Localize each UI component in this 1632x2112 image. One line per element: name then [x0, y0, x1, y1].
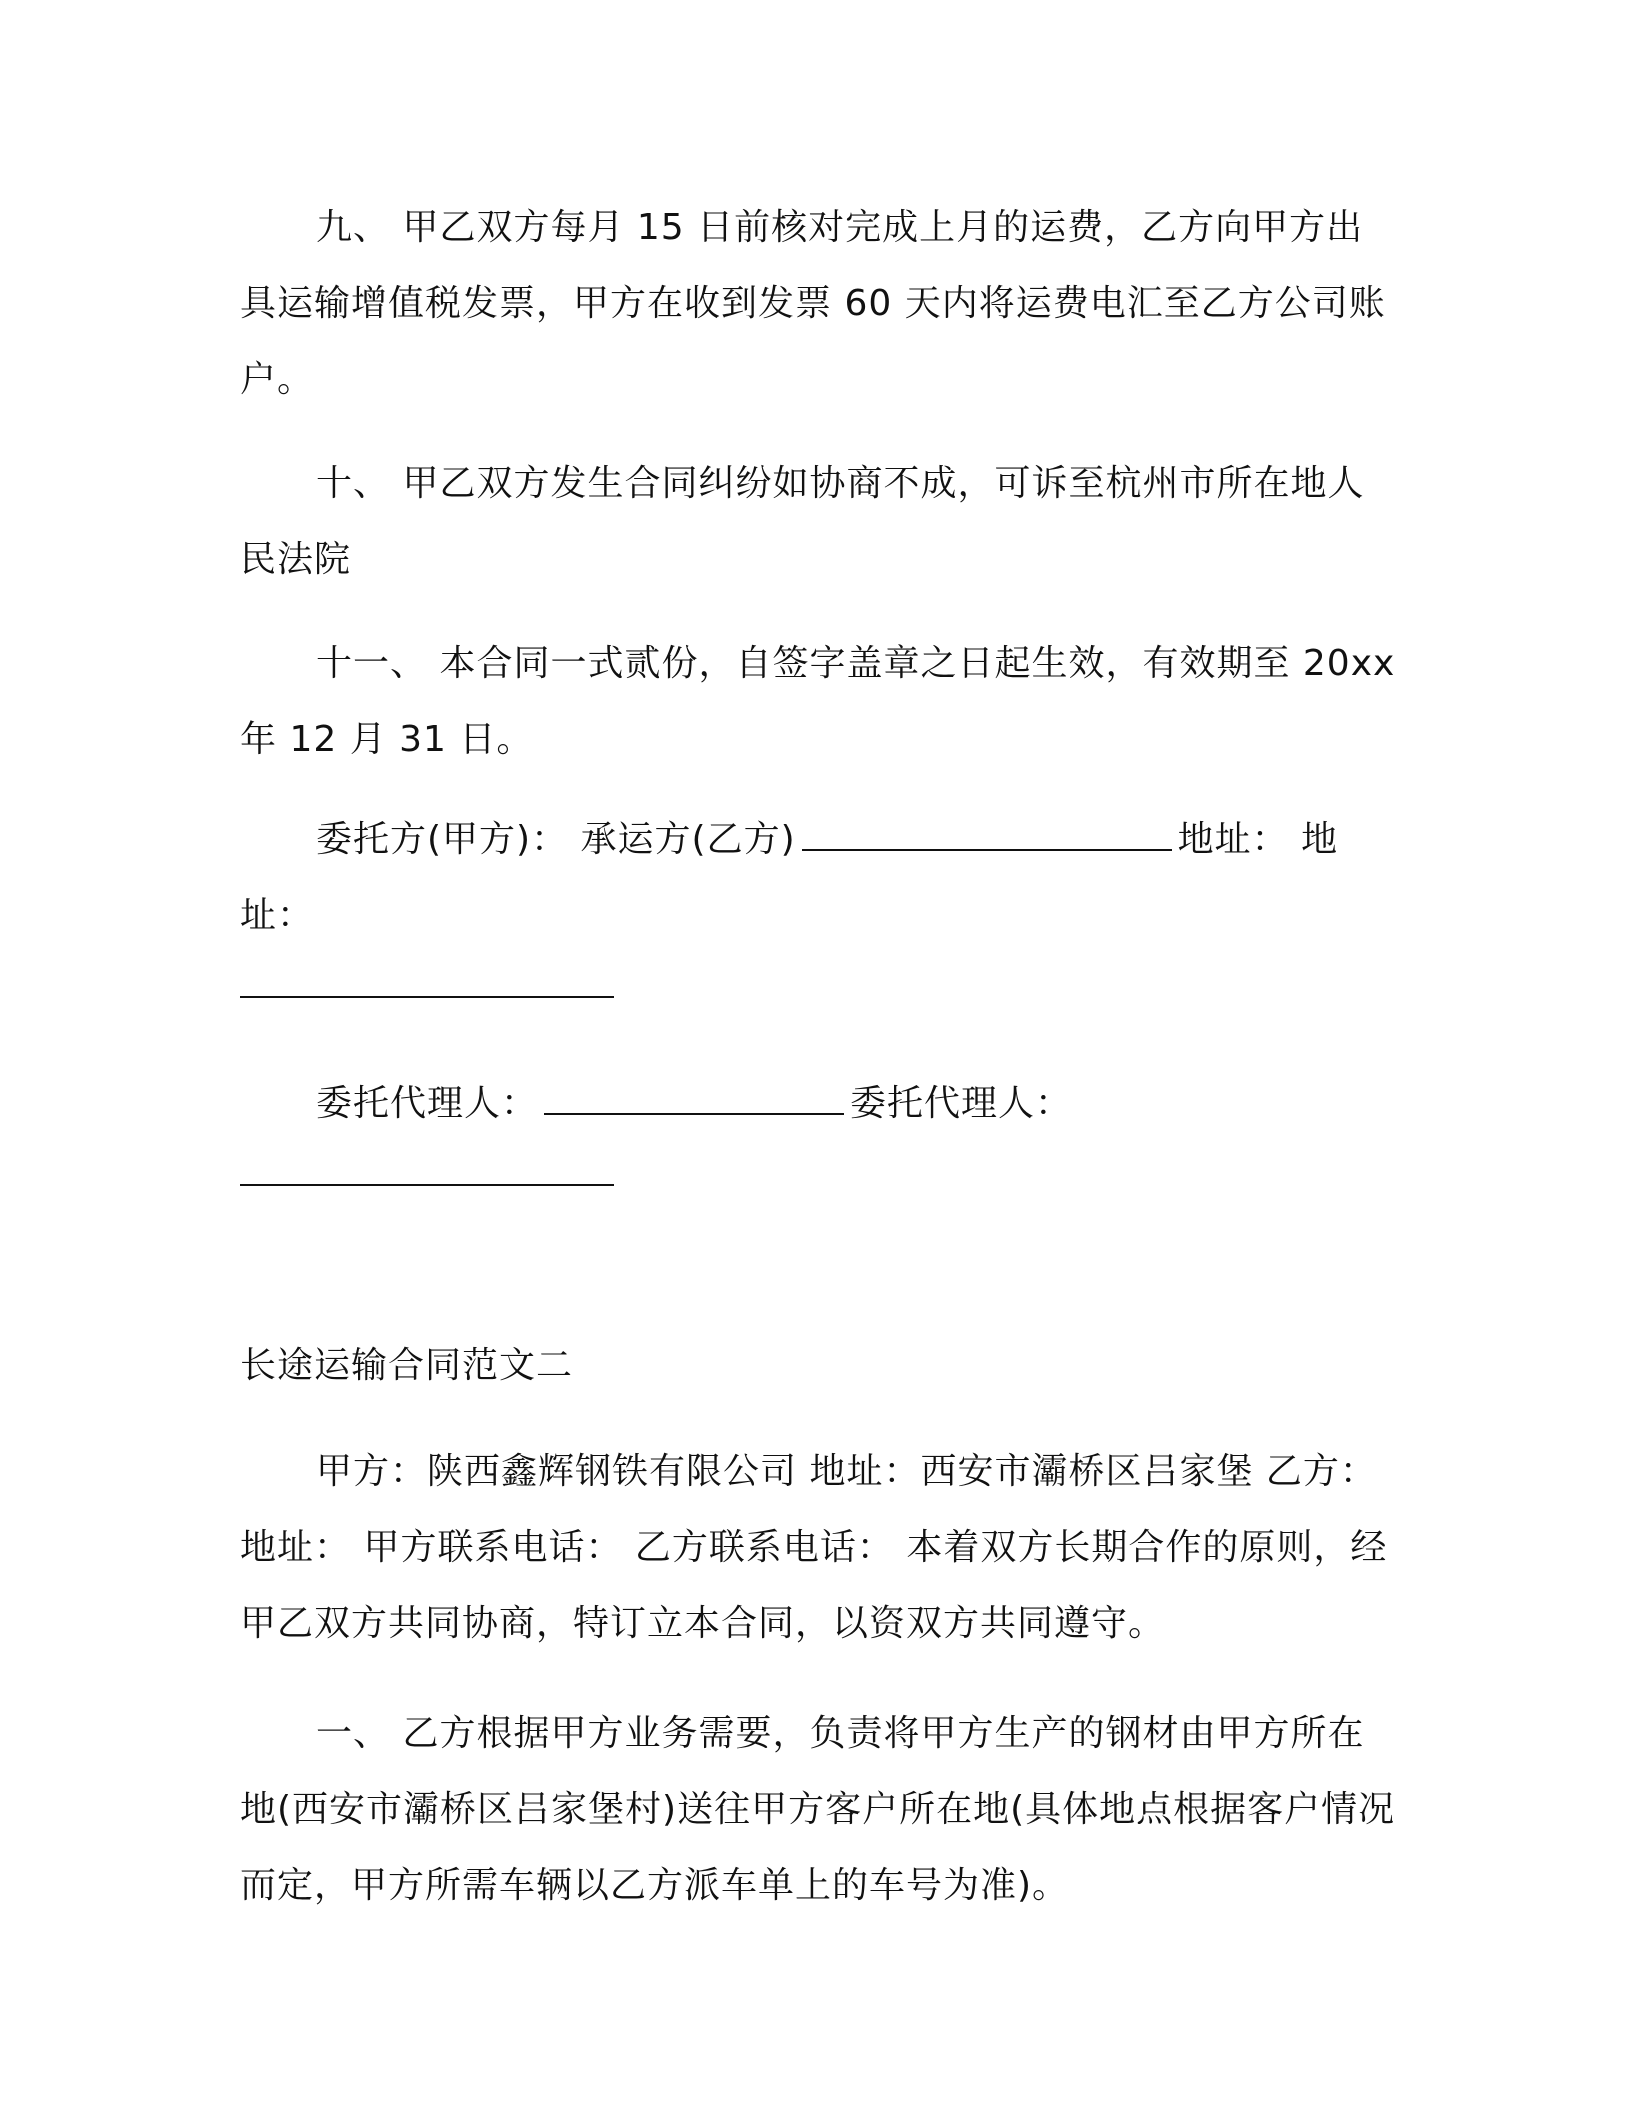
document-page: [240, 190, 1400, 1924]
clause-1: 一、 乙方根据甲方业务需要，负责将甲方生产的钢材由甲方所在地(西安市灞桥区吕家堡村)送往甲方客户所在地(具体地点根据客户情况而定，甲方所需车辆以乙方派车单上的车号为准)。: [240, 1713, 1396, 1906]
section-title: 长途运输合同范文二: [240, 1345, 574, 1386]
parties-paragraph: 甲方：陕西鑫辉钢铁有限公司 地址：西安市灞桥区吕家堡 乙方：地址： 甲方联系电话： 乙方联系电话： 本着双方长期合作的原则，经甲乙双方共同协商，特订立本合同，以资双方共同遵守。: [240, 1451, 1388, 1644]
clause-10: 十、 甲乙双方发生合同纠纷如协商不成，可诉至杭州市所在地人民法院: [240, 463, 1365, 580]
signature-row-2-label: 委托代理人：: [316, 1083, 539, 1124]
signature-blank: [802, 819, 1172, 851]
signature-row-1-label: 委托方(甲方)： 承运方(乙方): [316, 819, 796, 860]
signature-blank-row-2: [240, 1142, 1400, 1218]
signature-row-2-label-b: 委托代理人：: [850, 1083, 1073, 1124]
signature-blank-row-1: [240, 954, 1400, 1030]
clause-9: 九、 甲乙双方每月 15 日前核对完成上月的运费，乙方向甲方出具运输增值税发票，甲方在收到发票 60 天内将运费电汇至乙方公司账户。: [240, 207, 1386, 400]
agent-blank: [544, 1083, 844, 1115]
agent-blank-line: [240, 1182, 614, 1186]
signature-row-1-address: 地址： 地址：: [240, 819, 1339, 936]
signature-row-1: [240, 802, 1400, 954]
signature-blank-line: [240, 994, 614, 998]
clause-11: 十一、 本合同一式贰份，自签字盖章之日起生效，有效期至 20xx 年 12 月 31 日。: [240, 643, 1396, 760]
signature-row-2: [240, 1066, 1400, 1142]
